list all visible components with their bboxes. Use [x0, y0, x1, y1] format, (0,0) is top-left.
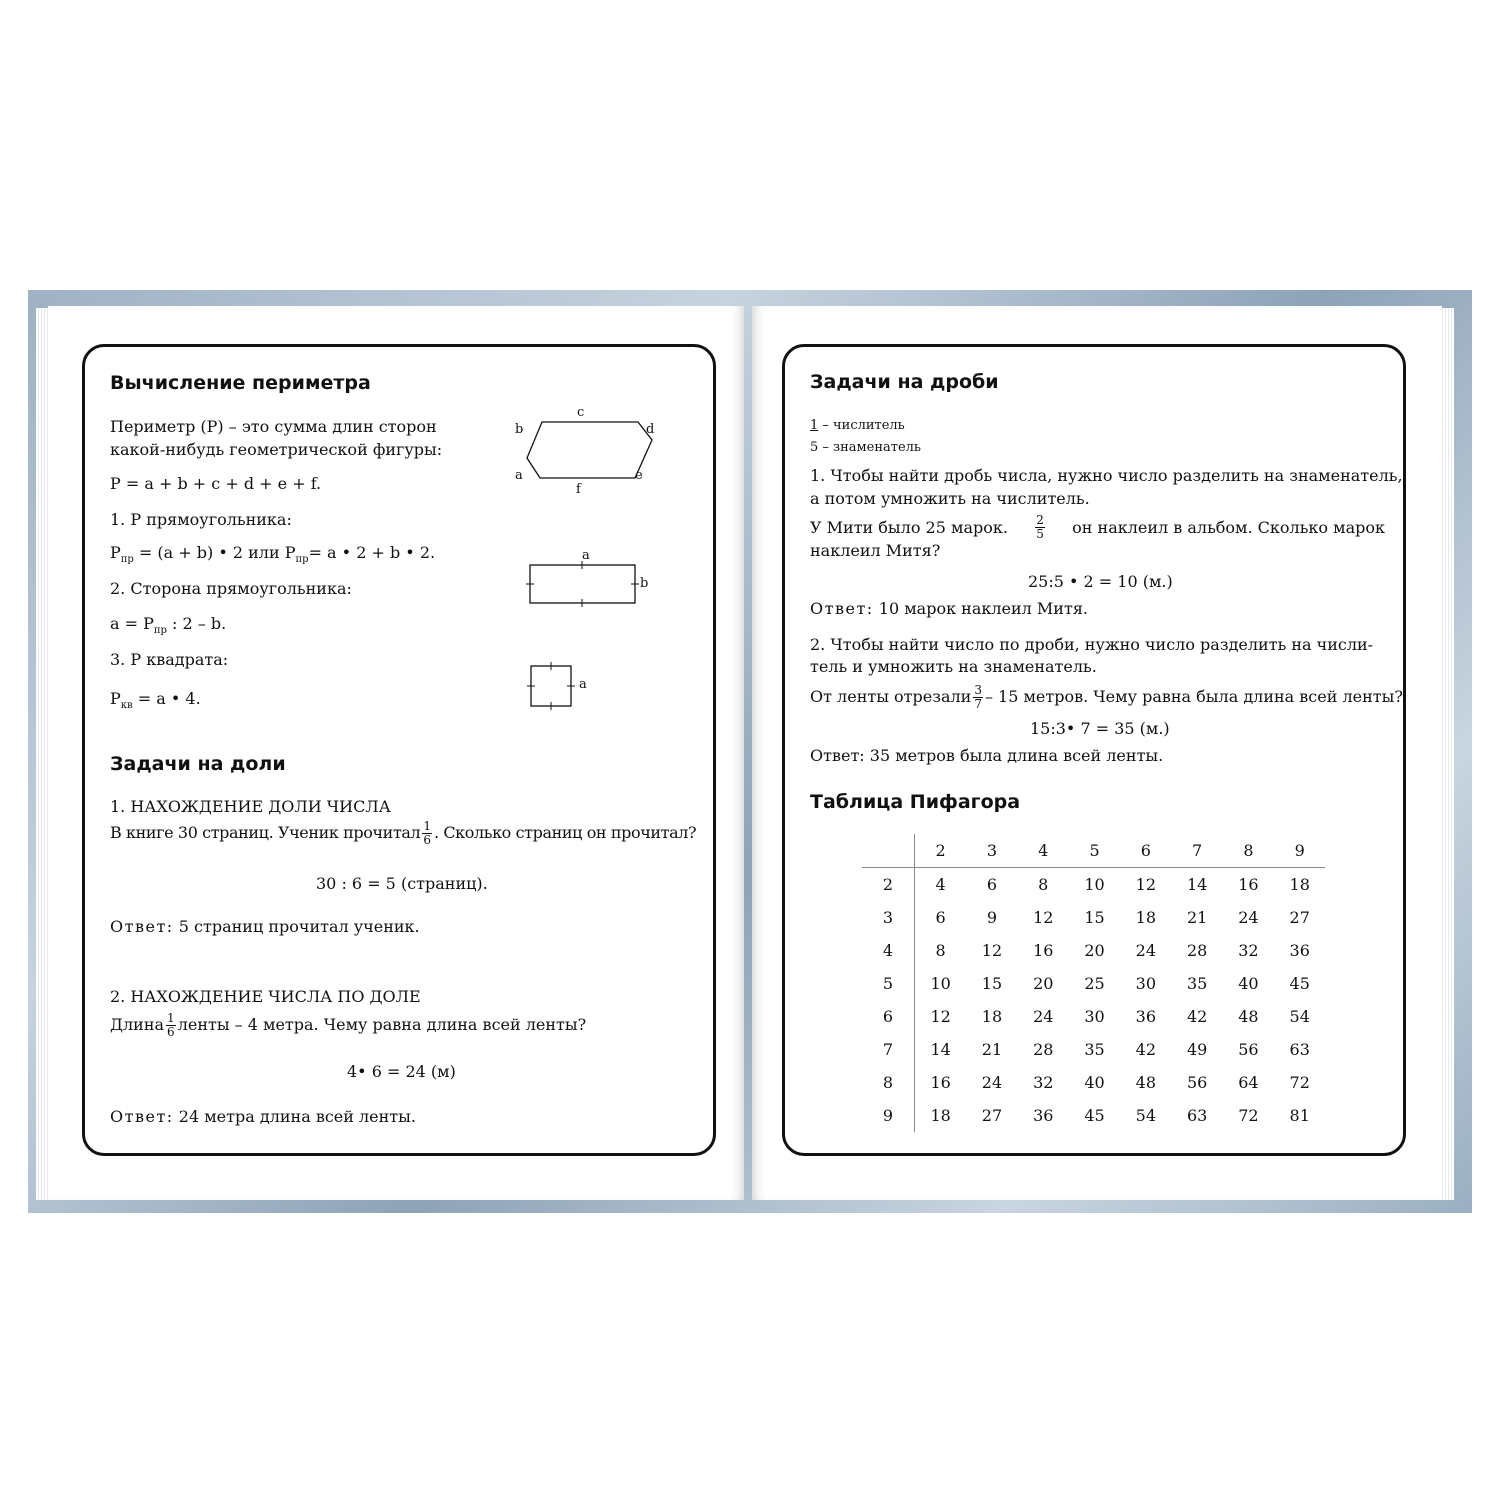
table-cell: 24 [1238, 908, 1259, 927]
table-cell: 36 [1289, 941, 1310, 960]
table-cell: 54 [1289, 1007, 1310, 1026]
col-header: 5 [1069, 834, 1120, 868]
row-header: 9 [862, 1099, 915, 1132]
col-header: 2 [915, 834, 967, 868]
table-cell: 40 [1238, 974, 1259, 993]
table-cell: 8 [1038, 875, 1049, 894]
fraction-example1-line1: У Мити было 25 марок. $\frac{2}{5}$ он наклеил в альбом. Сколько марок [810, 513, 1385, 541]
rectangle-side-heading: 2. Сторона прямоугольника: [110, 579, 352, 598]
table-cell: 18 [1135, 908, 1157, 927]
hexagon-label-a: a [515, 468, 523, 483]
share-task2-answer: Ответ: 24 метра длина всей ленты. [110, 1107, 416, 1126]
fraction-example2-calculation: 15:3• 7 = 35 (м.) [1030, 719, 1170, 738]
rectangle-label-b: b [640, 576, 649, 591]
table-cell: 16 [930, 1073, 951, 1092]
table-cell: 12 [1033, 908, 1054, 927]
table-cell: 36 [1033, 1106, 1054, 1125]
fraction-example2-text: От ленты отрезали $\frac{3}{7}$ – 15 метров. Чему равна была длина всей ленты? [810, 683, 1403, 711]
table-cell: 16 [1033, 941, 1054, 960]
table-cell: 40 [1084, 1073, 1105, 1092]
share-task2-text: Длина $\frac{1}{6}$ ленты – 4 метра. Чему равна длина всей ленты? [110, 1011, 587, 1039]
rectangle-label-a: a [582, 548, 590, 563]
share-task1-answer: Ответ: 5 страниц прочитал ученик. [110, 917, 420, 936]
col-header: 9 [1274, 834, 1325, 868]
fraction-rule2-line2: тель и умножить на знаменатель. [810, 657, 1097, 676]
table-cell: 9 [986, 908, 998, 927]
col-header: 4 [1018, 834, 1069, 868]
table-cell: 24 [1135, 941, 1157, 960]
table-cell: 21 [981, 1040, 1003, 1059]
share-task2-title: 2. НАХОЖДЕНИЕ ЧИСЛА ПО ДОЛЕ [110, 987, 421, 1006]
table-cell: 20 [1033, 974, 1054, 993]
table-cell: 27 [981, 1106, 1003, 1125]
rectangle-perimeter-heading: 1. Р прямоугольника: [110, 510, 292, 529]
perimeter-definition-line1: Периметр (Р) – это сумма длин сторон [110, 417, 437, 436]
fraction-example1-calculation: 25:5 • 2 = 10 (м.) [1028, 572, 1173, 591]
square-figure [524, 660, 580, 712]
table-cell: 45 [1084, 1106, 1105, 1125]
table-cell: 14 [930, 1040, 951, 1059]
rectangle-perimeter-formula: $Р_{пр} = (а + b)$ • 2 или $Р_{пр}= а$ • 2 + b • 2. [110, 543, 436, 566]
table-cell: 28 [1033, 1040, 1054, 1059]
pythagoras-table [862, 834, 1325, 1132]
table-row [862, 934, 1325, 967]
table-cell: 56 [1186, 1073, 1208, 1092]
row-header: 5 [862, 967, 915, 1000]
fraction-example2-answer: Ответ: 35 метров была длина всей ленты. [810, 746, 1164, 765]
square-label-a: a [579, 677, 587, 692]
table-cell: 21 [1186, 908, 1208, 927]
perimeter-formula: Р = a + b + c + d + e + f. [110, 474, 322, 493]
table-cell: 6 [935, 908, 946, 927]
table-cell: 18 [1289, 875, 1310, 894]
table-cell: 24 [981, 1073, 1003, 1092]
table-row [862, 1033, 1325, 1066]
table-cell: 18 [981, 1007, 1003, 1026]
table-cell: 4 [935, 875, 946, 894]
table-cell: 10 [930, 974, 951, 993]
table-cell: 35 [1084, 1040, 1105, 1059]
table-cell: 15 [1084, 908, 1105, 927]
table-row [862, 868, 1325, 902]
table-cell: 32 [1033, 1073, 1054, 1092]
numerator-legend: 1 – числитель [810, 418, 905, 433]
table-cell: 45 [1289, 974, 1310, 993]
table-cell: 12 [981, 941, 1003, 960]
table-cell: 36 [1135, 1007, 1157, 1026]
table-row [862, 1000, 1325, 1033]
fraction-example1-answer: Ответ: 10 марок наклеил Митя. [810, 599, 1088, 618]
table-cell: 24 [1033, 1007, 1054, 1026]
table-cell: 48 [1238, 1007, 1259, 1026]
table-cell: 18 [930, 1106, 951, 1125]
hexagon-label-d: d [646, 422, 655, 437]
col-header: 3 [966, 834, 1017, 868]
col-header: 6 [1120, 834, 1171, 868]
row-header: 7 [862, 1033, 915, 1066]
table-row [862, 1099, 1325, 1132]
share-task1-calculation: 30 : 6 = 5 (страниц). [316, 874, 488, 893]
perimeter-definition-line2: какой-нибудь геометрической фигуры: [110, 440, 443, 459]
hexagon-label-b: b [515, 422, 524, 437]
rectangle-side-formula: $a = Р_{пр}$ : 2 – b. [110, 614, 227, 637]
pythagoras-title: Таблица Пифагора [810, 791, 1021, 813]
table-cell: 27 [1289, 908, 1310, 927]
table-cell: 64 [1238, 1073, 1259, 1092]
row-header: 6 [862, 1000, 915, 1033]
denominator-legend: 5 – знаменатель [810, 440, 922, 455]
table-cell: 28 [1186, 941, 1208, 960]
page-edges-right [1440, 308, 1454, 1200]
square-perimeter-formula: $Р_{кв} = а$ • 4. [110, 689, 201, 712]
table-cell: 54 [1135, 1106, 1157, 1125]
table-row [862, 901, 1325, 934]
square-perimeter-heading: 3. Р квадрата: [110, 650, 229, 669]
table-cell: 8 [935, 941, 946, 960]
table-cell: 72 [1238, 1106, 1259, 1125]
row-header: 8 [862, 1066, 915, 1099]
table-cell: 35 [1186, 974, 1208, 993]
table-cell: 25 [1084, 974, 1105, 993]
fraction-rule1-line1: 1. Чтобы найти дробь числа, нужно число разделить на знаменатель, [810, 466, 1403, 485]
table-cell: 56 [1238, 1040, 1259, 1059]
row-header: 4 [862, 934, 915, 967]
table-cell: 81 [1289, 1106, 1310, 1125]
fraction-example1-line2: наклеил Митя? [810, 541, 941, 560]
table-row [862, 967, 1325, 1000]
table-cell: 63 [1289, 1040, 1310, 1059]
table-cell: 16 [1238, 875, 1259, 894]
hexagon-label-c: c [577, 405, 585, 420]
table-cell: 6 [986, 875, 998, 894]
table-header-row [862, 834, 1325, 868]
fraction-rule2-line1: 2. Чтобы найти число по дроби, нужно число разделить на числи- [810, 635, 1374, 654]
shares-title: Задачи на доли [110, 753, 286, 775]
table-corner [862, 834, 915, 868]
col-header: 7 [1171, 834, 1222, 868]
table-cell: 15 [981, 974, 1003, 993]
share-task2-calculation: 4• 6 = 24 (м) [347, 1062, 456, 1081]
table-cell: 63 [1186, 1106, 1208, 1125]
row-header: 2 [862, 868, 915, 902]
fractions-title: Задачи на дроби [810, 371, 999, 393]
table-cell: 10 [1084, 875, 1105, 894]
table-cell: 12 [1135, 875, 1157, 894]
table-cell: 72 [1289, 1073, 1310, 1092]
hexagon-figure [500, 400, 670, 500]
table-cell: 20 [1084, 941, 1105, 960]
row-header: 3 [862, 901, 915, 934]
rectangle-figure [520, 560, 650, 610]
table-cell: 49 [1186, 1040, 1208, 1059]
table-cell: 48 [1135, 1073, 1157, 1092]
hexagon-label-f: f [576, 482, 581, 497]
share-task1-text: В книге 30 страниц. Ученик прочитал $\frac{1}{6}$ . Сколько страниц он прочитал? [110, 819, 697, 847]
table-cell: 30 [1135, 974, 1157, 993]
table-cell: 12 [930, 1007, 951, 1026]
fraction-rule1-line2: а потом умножить на числитель. [810, 489, 1090, 508]
hexagon-label-e: e [635, 468, 643, 483]
table-cell: 42 [1135, 1040, 1157, 1059]
share-task1-title: 1. НАХОЖДЕНИЕ ДОЛИ ЧИСЛА [110, 797, 391, 816]
col-header: 8 [1223, 834, 1274, 868]
table-cell: 42 [1186, 1007, 1208, 1026]
table-cell: 32 [1238, 941, 1259, 960]
perimeter-title: Вычисление периметра [110, 372, 371, 394]
table-cell: 30 [1084, 1007, 1105, 1026]
table-cell: 14 [1186, 875, 1208, 894]
table-row [862, 1066, 1325, 1099]
